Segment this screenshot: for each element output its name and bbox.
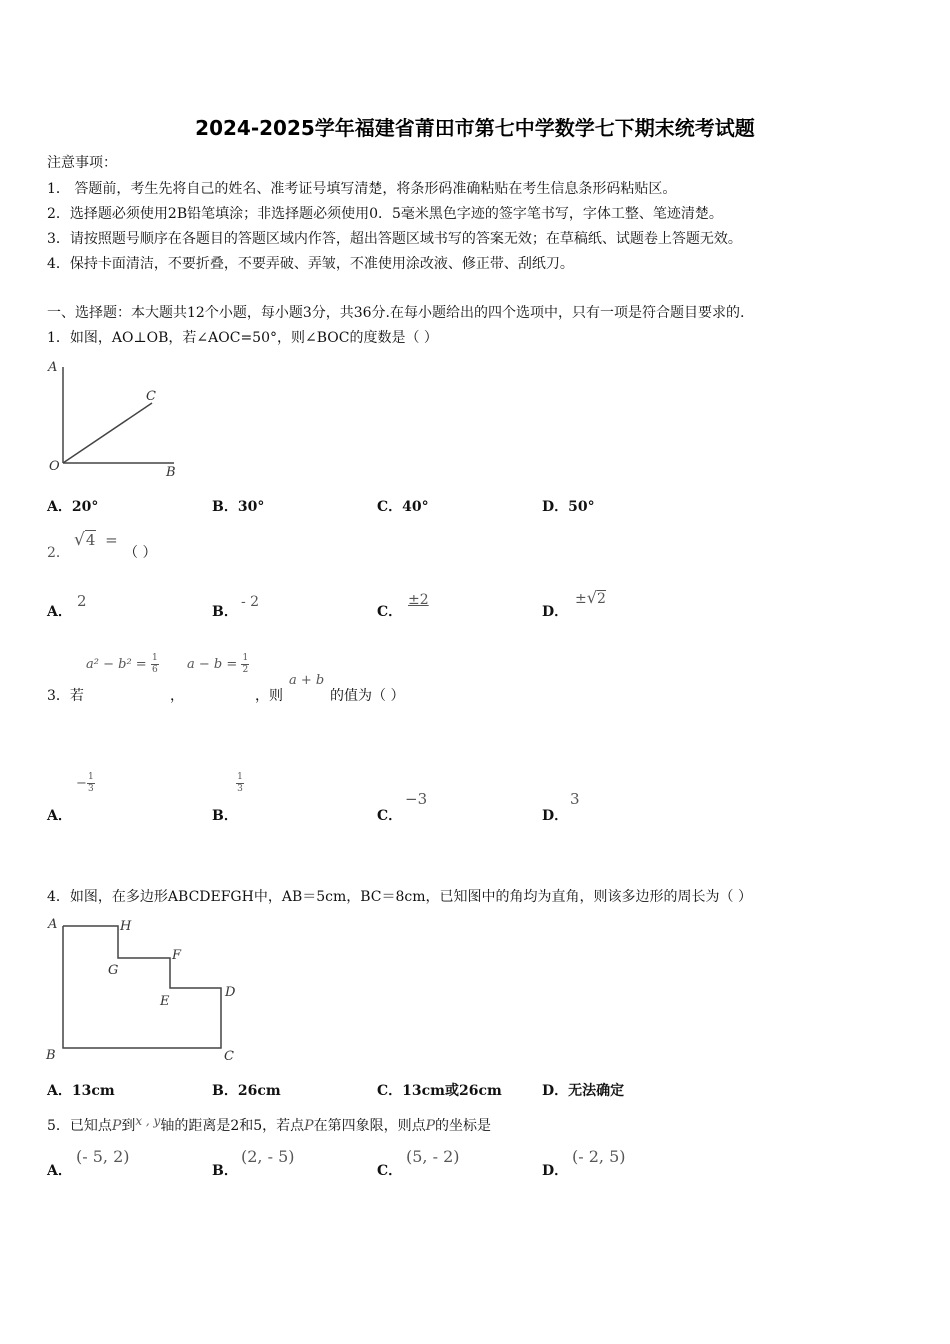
q5-option-b-label[interactable]: B． [212,1163,238,1179]
q2-option-b-label[interactable]: B． [212,604,238,620]
q3-option-a-label[interactable]: A． [47,808,72,824]
q3-option-c-label[interactable]: C． [377,808,403,824]
q3-option-c-value: −3 [405,790,428,808]
label-g: G [108,963,119,978]
label-b: B [166,465,176,480]
question-3-comma: ， [170,688,184,704]
question-3-condition-1: a² − b² = $\frac{1}{6}$ [86,653,158,675]
notice-item-3: 3．请按照题号顺序在各题目的答题区域内作答，超出答题区域书写的答案无效；在草稿纸、试题卷上答题无效。 [47,231,742,247]
section-heading: 一、选择题：本大题共12个小题，每小题3分，共36分.在每小题给出的四个选项中，只有一项是符合题目要求的. [47,305,745,321]
question-1-figure [44,355,184,480]
q3-option-b-value: $\frac{1}{3}$ [237,772,243,794]
page-title: 2024-2025学年福建省莆田市第七中学数学七下期末统考试题 [195,116,755,140]
label-c: C [224,1049,234,1064]
q1-option-a[interactable]: A．20° [47,499,99,515]
q4-option-c[interactable]: C．13cm或26cm [377,1083,502,1099]
label-f: F [172,948,182,963]
label-d: D [225,985,236,1000]
q4-option-a[interactable]: A．13cm [47,1083,115,1099]
label-o: O [49,459,60,474]
q5-option-c-label[interactable]: C． [377,1163,403,1179]
question-2-paren: （ ） [124,545,157,561]
sqrt-symbol-icon: √ [74,530,85,550]
label-e: E [160,994,170,1009]
question-4-figure [44,912,244,1067]
sqrt-symbol-icon: √ [586,588,597,607]
q5-option-a-label[interactable]: A． [47,1163,72,1179]
question-1-text: 1．如图，AO⊥OB，若∠AOC=50°，则∠BOC的度数是（ ） [47,330,438,346]
q2-option-c-value: ±2 [408,592,429,608]
q1-option-c[interactable]: C．40° [377,499,429,515]
q3-option-d-value: 3 [570,790,580,808]
q3-option-d-label[interactable]: D． [542,808,569,824]
q4-option-b[interactable]: B．26cm [212,1083,281,1099]
label-c: C [146,389,156,404]
label-h: H [120,919,132,934]
q2-option-d-label[interactable]: D． [542,604,569,620]
question-4-text: 4．如图，在多边形ABCDEFGH中，AB＝5cm，BC＝8cm，已知图中的角均为直角，则该多边形的周长为（ ） [47,889,752,905]
question-3-lead: 3．若 [47,688,84,704]
q2-option-d-value: ±√2 [575,588,606,607]
q1-option-b[interactable]: B．30° [212,499,265,515]
q3-option-b-label[interactable]: B． [212,808,238,824]
ray-oc [63,403,152,463]
notice-item-2: 2．选择题必须使用2B铅笔填涂；非选择题必须使用0．5毫米黑色字迹的签字笔书写，字体工整、笔迹清楚。 [47,206,723,222]
q3-option-a-value: − $\frac{1}{3}$ [76,772,94,794]
question-2-expression: √4 = [74,530,118,550]
notice-item-1: 1． 答题前，考生先将自己的姓名、准考证号填写清楚，将条形码准确粘贴在考生信息条形码粘贴区。 [47,181,677,197]
q5-option-b-value: (2, - 5) [241,1147,295,1166]
question-3-target: a + b [289,673,325,688]
label-a: A [48,917,58,932]
q4-option-d[interactable]: D．无法确定 [542,1083,625,1099]
question-3-tail: 的值为（ ） [330,688,405,704]
question-3-condition-2: a − b = $\frac{1}{2}$ [187,653,249,675]
label-a: A [48,360,58,375]
question-5-text: 5．已知点P到x , y轴的距离是2和5，若点P在第四象限，则点P的坐标是 [47,1114,492,1134]
q5-option-d-value: (- 2, 5) [572,1147,626,1166]
polygon-abcdefgh [63,926,221,1048]
q2-option-a-label[interactable]: A． [47,604,72,620]
question-3-then: ，则 [255,688,283,704]
question-2-number: 2． [47,545,70,561]
q5-option-d-label[interactable]: D． [542,1163,569,1179]
q2-option-c-label[interactable]: C． [377,604,403,620]
q5-option-a-value: (- 5, 2) [76,1147,130,1166]
notice-heading: 注意事项： [47,155,117,171]
q2-option-a-value: 2 [77,592,87,610]
q1-option-d[interactable]: D．50° [542,499,595,515]
q2-option-b-value: - 2 [241,594,260,610]
q5-option-c-value: (5, - 2) [406,1147,460,1166]
notice-item-4: 4．保持卡面清洁，不要折叠，不要弄破、弄皱，不准使用涂改液、修正带、刮纸刀。 [47,256,574,272]
label-b: B [46,1048,56,1063]
